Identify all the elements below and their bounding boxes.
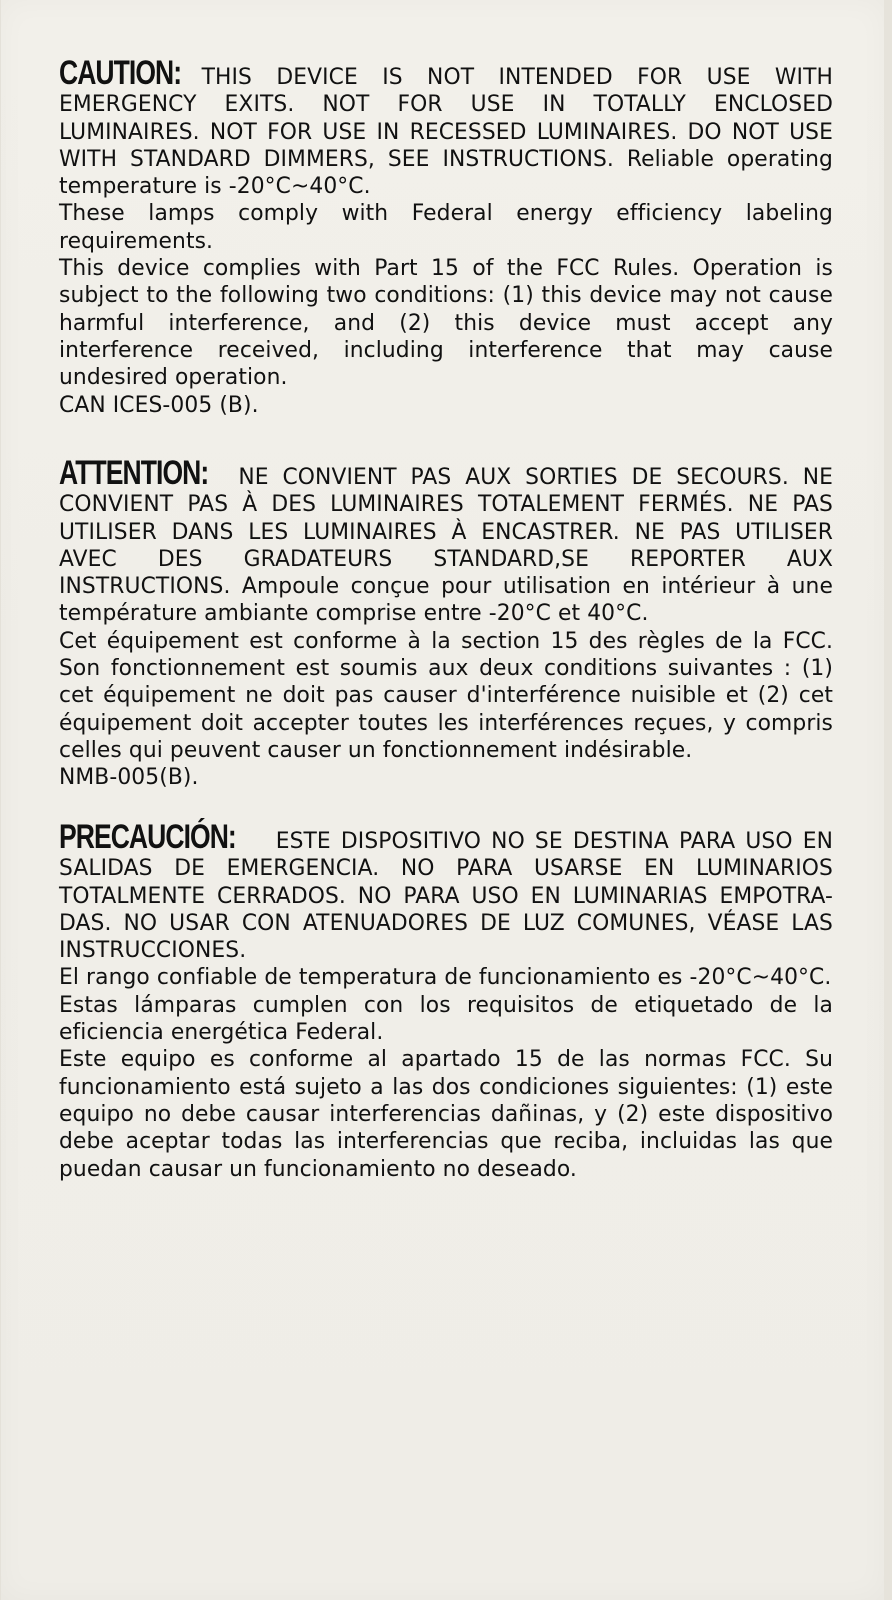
attention-section [59,454,833,792]
precaucion-lead-paragraph [59,818,833,964]
precaucion-heading: PRECAUCIÓN: [59,818,236,856]
caution-section [59,54,833,419]
precaucion-fcc-paragraph: Este equipo es conforme al apartado 15 de las normas FCC. Su funcionamiento está sujeto a las dos condiciones siguientes: (1) este equipo no debe causar interferencias dañinas, y (2) este dispositivo debe aceptar todas las interferencias que reciba, incluidas las que puedan causar un funcionamiento no deseado. [59,1047,833,1182]
attention-lead-paragraph [59,454,833,628]
caution-energy-paragraph: These lamps comply with Federal energy efficiency labeling requirements. [59,201,833,254]
precaucion-energy-paragraph: Estas lámparas cumplen con los requisitos de etiquetado de la eficiencia energética Federal. [59,992,833,1046]
attention-lead-text: NE CONVIENT PAS AUX SORTIES DE SECOURS. NE CONVIENT PAS À DES LUMINAIRES TOTALEMENT FERMÉS. NE PAS UTILISER DANS LES LUMINAIRES À ENCASTRER. NE PAS UTILISER AVEC DES GRADATEURS STANDARD,SE REPORTER AUX INSTRUCTIONS. Ampoule conçue pour utilisation en intérieur à une température ambiante comprise entre -20°C et 40°C. [59,465,833,627]
precaucion-temperature-paragraph: El rango confiable de temperatura de funcionamiento es -20°C~40°C. [59,965,832,991]
attention-fcc-paragraph: Cet équipement est conforme à la section 15 des règles de la FCC. Son fonctionnement est soumis aux deux conditions suivantes : (1) cet équipement ne doit pas causer d'interférence nuisible et (2) cet équipement doit accepter toutes les interférences reçues, y compris celles qui peuvent causer un fonctionnement indésirable. [59,628,833,763]
caution-lead-text: THIS DEVICE IS NOT INTENDED FOR USE WITH EMERGENCY EXITS. NOT FOR USE IN TOTALLY ENCLOSED LUMINAIRES. NOT FOR USE IN RECESSED LUMINAIRES. DO NOT USE WITH STANDARD DIMMERS, SEE INSTRUCTIONS. Reliable operating temperature is -20°C~40°C. [59,65,833,200]
caution-ices-paragraph: CAN ICES-005 (B). [59,392,259,418]
precaucion-section [59,818,833,1183]
precaucion-lead-text: ESTE DISPOSITIVO NO SE DESTINA PARA USO EN SALIDAS DE EMERGENCIA. NO PARA USARSE EN LUMINARIOS TOTALMENTE CERRADOS. NO PARA USO EN LUMINARIAS EMPOTRA-DAS. NO USAR CON ATENUADORES DE LUZ COMUNES, VÉASE LAS INSTRUCCIONES. [59,829,833,964]
caution-fcc-paragraph: This device complies with Part 15 of the FCC Rules. Operation is subject to the following two conditions: (1) this device may not cause harmful interference, and (2) this device must accept any interference received, including interference that may cause undesired operation. [59,256,833,391]
caution-heading: CAUTION: [59,54,182,92]
attention-heading: ATTENTION: [59,454,209,492]
attention-nmb-paragraph: NMB-005(B). [59,765,199,791]
caution-lead-paragraph [59,54,833,200]
